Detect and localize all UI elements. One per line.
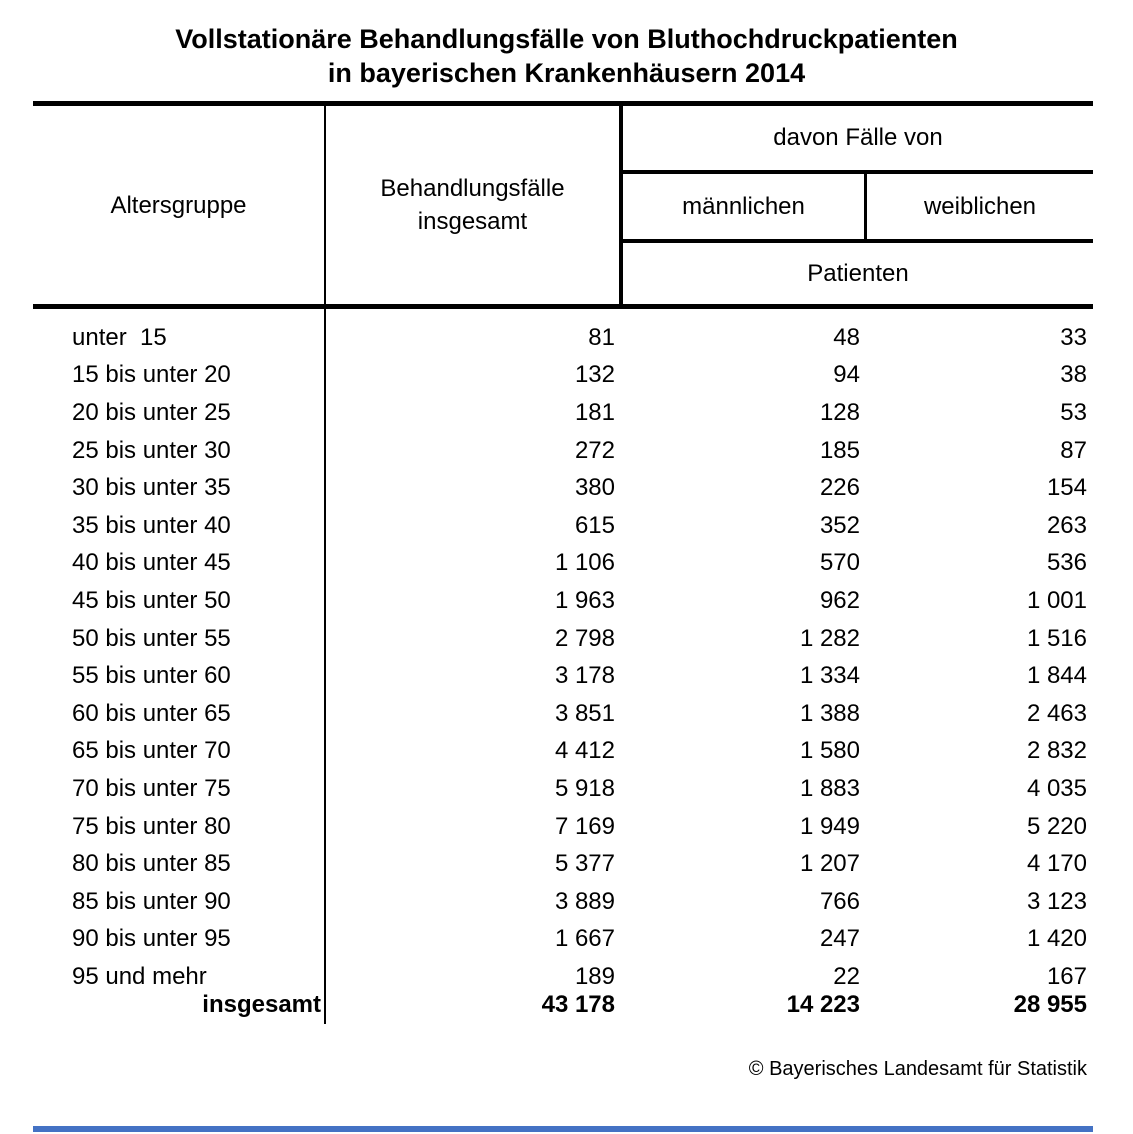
table-row: [33, 394, 1093, 432]
row-total-cell: 3 889: [554, 887, 615, 915]
row-total-cell: 1 106: [554, 549, 615, 577]
row-total-cell: 5 377: [554, 850, 615, 878]
row-male-cell: 1 580: [799, 737, 860, 765]
row-female-cell: 1 001: [1026, 586, 1087, 614]
row-male-cell: 226: [819, 474, 860, 502]
row-female-cell: 536: [1046, 549, 1087, 577]
row-age-cell: 55 bis unter 60: [72, 662, 231, 690]
row-age-cell: 80 bis unter 85: [72, 850, 231, 878]
row-age-cell: 15 bis unter 20: [72, 361, 231, 389]
row-total-cell: 1 963: [554, 586, 615, 614]
row-female-cell: 2 463: [1026, 699, 1087, 727]
table-total-row: [33, 986, 1093, 1024]
header-male-column: männlichen: [682, 192, 805, 220]
row-age-cell: 45 bis unter 50: [72, 586, 231, 614]
table-row: [33, 432, 1093, 470]
total-row-male-value: 14 223: [786, 990, 860, 1018]
row-total-cell: 189: [574, 962, 615, 990]
table-row: [33, 733, 1093, 771]
row-male-cell: 1 388: [799, 699, 860, 727]
table-header-bottom-rule: [33, 304, 1093, 309]
header-total-line1: Behandlungsfälle: [380, 175, 565, 202]
page-title-line2: in bayerischen Krankenhäusern 2014: [327, 58, 806, 88]
row-female-cell: 1 844: [1026, 662, 1087, 690]
total-row-female-value: 28 955: [1013, 990, 1087, 1018]
table-row: [33, 883, 1093, 921]
row-total-cell: 3 851: [554, 699, 615, 727]
row-total-cell: 132: [574, 361, 615, 389]
row-age-cell: 40 bis unter 45: [72, 549, 231, 577]
header-group-sublabel: Patienten: [807, 259, 909, 287]
table-row: [33, 507, 1093, 545]
row-male-cell: 1 282: [799, 624, 860, 652]
table-row: [33, 770, 1093, 808]
header-age-column: Altersgruppe: [110, 191, 247, 219]
table-row: [33, 319, 1093, 357]
row-female-cell: 38: [1060, 361, 1087, 389]
row-female-cell: 2 832: [1026, 737, 1087, 765]
row-female-cell: 1 420: [1026, 925, 1087, 953]
page-title-line1: Vollstationäre Behandlungsfälle von Bluthochdruckpatienten: [175, 24, 958, 54]
row-age-cell: 50 bis unter 55: [72, 624, 231, 652]
row-age-cell: 30 bis unter 35: [72, 474, 231, 502]
row-male-cell: 962: [819, 586, 860, 614]
row-male-cell: 128: [819, 398, 860, 426]
row-female-cell: 4 170: [1026, 850, 1087, 878]
row-male-cell: 766: [819, 887, 860, 915]
bottom-accent-bar: [33, 1126, 1093, 1132]
row-male-cell: 185: [819, 436, 860, 464]
row-total-cell: 2 798: [554, 624, 615, 652]
total-row-total-value: 43 178: [541, 990, 615, 1018]
row-age-cell: unter 15: [72, 323, 167, 351]
copyright-notice: © Bayerisches Landesamt für Statistik: [748, 1058, 1087, 1080]
row-male-cell: 570: [819, 549, 860, 577]
row-age-cell: 90 bis unter 95: [72, 925, 231, 953]
row-age-cell: 70 bis unter 75: [72, 774, 231, 802]
row-age-cell: 65 bis unter 70: [72, 737, 231, 765]
header-group-label: davon Fälle von: [773, 123, 943, 151]
row-male-cell: 48: [833, 323, 860, 351]
row-male-cell: 1 334: [799, 662, 860, 690]
row-female-cell: 33: [1060, 323, 1087, 351]
row-total-cell: 81: [588, 323, 615, 351]
table-row: [33, 469, 1093, 507]
row-female-cell: 1 516: [1026, 624, 1087, 652]
row-age-cell: 85 bis unter 90: [72, 887, 231, 915]
row-female-cell: 87: [1060, 436, 1087, 464]
row-male-cell: 94: [833, 361, 860, 389]
table-row: [33, 657, 1093, 695]
row-male-cell: 1 207: [799, 850, 860, 878]
row-female-cell: 53: [1060, 398, 1087, 426]
table-row: [33, 582, 1093, 620]
row-total-cell: 272: [574, 436, 615, 464]
row-total-cell: 615: [574, 511, 615, 539]
header-total-column: [326, 109, 619, 301]
row-male-cell: 352: [819, 511, 860, 539]
row-female-cell: 263: [1046, 511, 1087, 539]
row-age-cell: 75 bis unter 80: [72, 812, 231, 840]
row-male-cell: 1 883: [799, 774, 860, 802]
row-total-cell: 181: [574, 398, 615, 426]
row-age-cell: 20 bis unter 25: [72, 398, 231, 426]
header-female-column: weiblichen: [923, 192, 1037, 220]
total-row-label: insgesamt: [202, 990, 321, 1018]
row-female-cell: 154: [1046, 474, 1087, 502]
table-row: [33, 357, 1093, 395]
table-row: [33, 695, 1093, 733]
table-body: [33, 319, 1093, 996]
row-total-cell: 5 918: [554, 774, 615, 802]
row-male-cell: 1 949: [799, 812, 860, 840]
header-total-line2: insgesamt: [417, 208, 528, 235]
row-male-cell: 247: [819, 925, 860, 953]
row-age-cell: 25 bis unter 30: [72, 436, 231, 464]
row-female-cell: 167: [1046, 962, 1087, 990]
row-female-cell: 5 220: [1026, 812, 1087, 840]
page-title: [0, 22, 1133, 90]
row-age-cell: 60 bis unter 65: [72, 699, 231, 727]
table-row: [33, 845, 1093, 883]
row-total-cell: 4 412: [554, 737, 615, 765]
table-row: [33, 808, 1093, 846]
row-female-cell: 3 123: [1026, 887, 1087, 915]
row-total-cell: 3 178: [554, 662, 615, 690]
row-age-cell: 95 und mehr: [72, 962, 207, 990]
row-total-cell: 1 667: [554, 925, 615, 953]
row-male-cell: 22: [833, 962, 860, 990]
table-row: [33, 545, 1093, 583]
row-total-cell: 380: [574, 474, 615, 502]
table-row: [33, 921, 1093, 959]
table-row: [33, 620, 1093, 658]
row-age-cell: 35 bis unter 40: [72, 511, 231, 539]
row-total-cell: 7 169: [554, 812, 615, 840]
row-female-cell: 4 035: [1026, 774, 1087, 802]
